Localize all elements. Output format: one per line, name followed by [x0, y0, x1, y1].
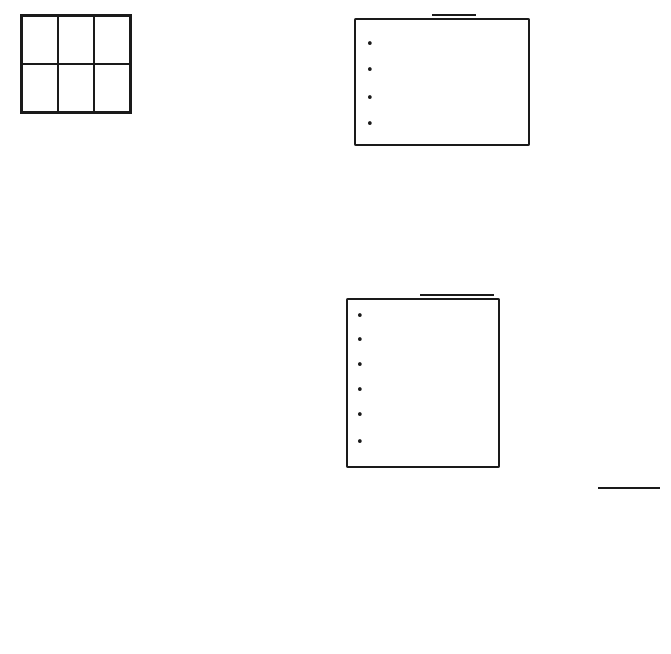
dinner-item: [356, 382, 492, 400]
dinner-item: [356, 308, 492, 326]
closing-trailing-dash: [598, 487, 660, 489]
room-chart-cell: [94, 16, 130, 64]
dinner-item: [356, 332, 492, 350]
dinner-title-rule: [420, 294, 494, 296]
lunch-item: [366, 36, 516, 54]
room-chart-cell: [58, 64, 94, 112]
lunch-item: [366, 62, 516, 80]
lunch-title-rule: [432, 14, 476, 16]
dinner-item: [356, 407, 492, 425]
room-chart-cell: [22, 16, 58, 64]
room-chart-cell: [22, 64, 58, 112]
room-chart-cell: [94, 64, 130, 112]
dinner-item: [356, 434, 492, 452]
lunch-item: [366, 116, 516, 134]
room-chart: [20, 14, 132, 114]
lunch-item: [366, 90, 516, 108]
room-chart-cell: [58, 16, 94, 64]
dinner-item: [356, 357, 492, 375]
